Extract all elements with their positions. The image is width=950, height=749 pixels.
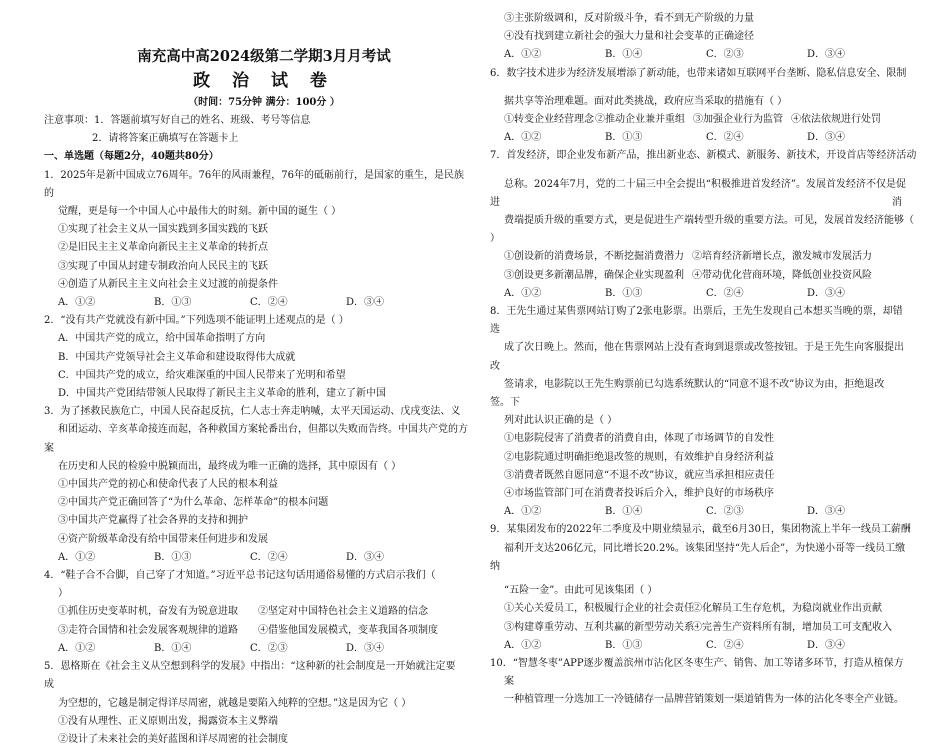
question-stem: 8．王先生通过某售票网站订购了2张电影票。出票后，王先生发现自己本想买当晚的票，却错 [490, 306, 903, 318]
question-stem: 为空想的，它越是制定得详尽周密，就越是要陷入纯粹的空想。”这是因为它（ ） [58, 697, 412, 709]
answer-options [490, 637, 908, 655]
option-c: C．②③ [706, 506, 744, 518]
option-b: B．①③ [154, 551, 192, 563]
statement: ①没有从理性、正义原则出发，揭露资本主义弊端 [58, 715, 278, 727]
option-c: C．②③ [250, 642, 288, 654]
question-3 [44, 403, 484, 567]
option-a: A．①② [504, 639, 542, 651]
answer-options [490, 503, 908, 521]
statement: ④没有找到建立新社会的强大力量和社会变革的正确途径 [504, 31, 754, 43]
option-d: D．③④ [346, 297, 385, 309]
statement-row [490, 111, 908, 129]
option-d: D．③④ [807, 132, 846, 144]
statement: ②化解员工生存危机，为稳岗就业作出贡献 [692, 603, 882, 615]
statement: ①转变企业经营理念 [504, 114, 594, 126]
option-b: B．①③ [605, 639, 643, 651]
question-stem: 成 [44, 679, 54, 691]
question-stem: 纳 [490, 560, 500, 572]
question-stem: ） [490, 233, 500, 245]
stem-fragment: 消 [892, 196, 902, 208]
statement: ③创设更多新潮品牌，确保企业实现盈利 [504, 269, 684, 281]
statement: ②是旧民主主义革命向新民主主义革命的转折点 [58, 242, 268, 254]
question-stem: 签。下 [490, 397, 520, 409]
answer-options [44, 294, 484, 312]
question-stem [490, 194, 908, 212]
question-stem: 总称。2024年7月，党的二十届三中全会提出“积极推进首发经济”。发展首发经济不仅是促 [504, 178, 907, 190]
question-8 [490, 303, 908, 521]
statement: ①电影院侵害了消费者的消费自由，体现了市场调节的自发性 [504, 433, 774, 445]
option-d: D．③④ [807, 506, 846, 518]
option-d: D．③④ [346, 642, 385, 654]
question-10 [490, 655, 908, 710]
right-column [490, 0, 917, 710]
question-stem: 一种植管理一分选加工一冷链储存一品牌营销策划一渠道销售为一体的沾化冬枣全产业链。 [504, 694, 904, 706]
option-a: A．①② [504, 49, 542, 61]
statement: ④借鉴他国发展模式，变革我国各项制度 [258, 624, 438, 636]
option-c: C．②④ [250, 297, 288, 309]
question-stem: 列对此认识正确的是（ ） [504, 415, 618, 427]
answer-options [490, 46, 908, 64]
question-stem: 1．2025年是新中国成立76周年。76年的风雨兼程，76年的砥砺前行，是国家的重生，是民族 [44, 169, 464, 181]
statement: ②设计了未来社会的美好蓝图和详尽周密的社会制度 [58, 733, 288, 745]
option-b: B．①③ [605, 132, 643, 144]
question-stem: 7．首发经济，即企业发布新产品，推出新业态、新模式、新服务、新技术，开设首店等经济活动 [490, 150, 917, 162]
section-heading: 一、单选题（每题2分，40题共80分） [44, 151, 219, 163]
statement-row [490, 619, 908, 637]
statement: ③构建尊重劳动、互利共赢的新型劳动关系 [504, 621, 694, 633]
question-stem: 选 [490, 324, 500, 336]
option-d: D．③④ [807, 639, 846, 651]
question-stem: 6．数字技术进步为经济发展增添了新动能，也带来诸如互联网平台垄断、隐私信息安全、限制 [490, 67, 907, 79]
option-a: A．①② [58, 297, 96, 309]
option-a: A．①② [58, 642, 96, 654]
notice-line-2: 2．请将答案正确填写在答题卡上 [92, 133, 239, 145]
question-1 [44, 167, 484, 313]
question-stem: “五险一金”。由此可见该集团（ ） [504, 585, 658, 597]
option-d: D．③④ [807, 287, 846, 299]
question-stem: 在历史和人民的检验中脱颖而出，最终成为唯一正确的选择，其中原因有（ ） [58, 460, 402, 472]
statement: ④市场监管部门可在消费者投诉后介入，维护良好的市场秩序 [504, 488, 774, 500]
option-c: C．②④ [706, 132, 744, 144]
statement: ③加强企业行为监管 [693, 114, 783, 126]
option-c: C．②④ [250, 551, 288, 563]
question-stem: 案 [44, 442, 54, 454]
option-a: A．①② [504, 287, 542, 299]
question-stem: 案 [504, 676, 514, 688]
option-b: B．①④ [605, 506, 643, 518]
statement-row [490, 248, 908, 266]
question-stem: 据共享等治理难题。面对此类挑战，政府应当采取的措施有（ ） [504, 95, 788, 107]
question-4 [44, 567, 484, 658]
option-a: A．中国共产党的成立，给中国革命指明了方向 [58, 333, 266, 345]
option-b: B．①④ [154, 642, 192, 654]
option-c: C．②④ [706, 287, 744, 299]
question-5-continued [490, 10, 908, 65]
statement: ②推动企业兼并重组 [595, 114, 685, 126]
statement: ①实现了社会主义从一国实践到多国实践的飞跃 [58, 224, 268, 236]
option-b: B．①④ [605, 49, 643, 61]
statement: ③消费者既然自愿同意“不退不改”协议，就应当承担相应责任 [504, 469, 775, 481]
statement-row [490, 267, 908, 285]
option-d: D．③④ [346, 551, 385, 563]
option-d: D．③④ [807, 49, 846, 61]
option-c: C．②③ [706, 49, 744, 61]
option-c: C．②④ [706, 639, 744, 651]
statement-row [44, 622, 484, 640]
question-stem: 福利开支达206亿元，同比增长20.2%。该集团坚持“先人后企”，为快递小哥等一线员工缴 [504, 542, 906, 554]
question-5 [44, 658, 484, 749]
question-7 [490, 147, 917, 303]
statement: ②电影院通过明确拒绝退改签的规则，有效维护自身经济利益 [504, 451, 774, 463]
option-b: B．①③ [154, 297, 192, 309]
question-stem: 签请求，电影院以王先生购票前已勾选系统默认的“同意不退不改”协议为由，拒绝退改 [504, 378, 885, 390]
question-stem: 2．“没有共产党就没有新中国。”下列选项不能证明上述观点的是（ ） [44, 315, 349, 327]
answer-options [44, 640, 484, 658]
time-score: （时间：75分钟 满分：100分 ） [188, 97, 340, 108]
statement: ③实现了中国从封建专制政治向人民民主的飞跃 [58, 260, 268, 272]
statement-row [490, 600, 908, 618]
answer-options [44, 549, 484, 567]
statement-row [44, 603, 484, 621]
question-stem: 4．“鞋子合不合脚，自己穿了才知道。”习近平总书记这句话用通俗易懂的方式启示我们（ [44, 570, 436, 582]
question-9 [490, 521, 911, 654]
option-a: A．①② [504, 506, 542, 518]
statement: ②坚定对中国特色社会主义道路的信念 [258, 606, 428, 618]
statement: ④创造了从新民主主义向社会主义过渡的前提条件 [58, 278, 278, 290]
statement: ①抓住历史变革时机，奋发有为锐意进取 [58, 606, 238, 618]
question-stem: 费端提质升级的重要方式，更是促进生产端转型升级的重要方法。可见，发展首发经济能够（ [504, 215, 914, 227]
statement: ②中国共产党正确回答了“为什么革命、怎样革命”的根本问题 [58, 497, 329, 509]
question-stem: 成了次日晚上。然而，他在售票网站上没有查询到退票或改签按钮。于是王先生向客服提出 [504, 342, 904, 354]
option-d: D．中国共产党团结带领人民取得了新民主主义革命的胜利，建立了新中国 [58, 388, 387, 400]
question-stem: 10．“智慧冬枣”APP逐步覆盖滨州市沾化区冬枣生产、销售、加工等诸多环节，打造从植保方 [490, 657, 904, 669]
statement: ④带动优化营商环境，降低创业投资风险 [692, 269, 872, 281]
statement: ③中国共产党赢得了社会各界的支持和拥护 [58, 515, 248, 527]
question-stem: ） [58, 588, 68, 600]
question-6 [490, 65, 908, 148]
statement: ③走符合国情和社会发展客观规律的道路 [58, 624, 238, 636]
statement: ③主张阶级调和，反对阶级斗争，看不到无产阶级的力量 [504, 13, 754, 24]
question-stem: 9．某集团发布的2022年二季度及中期业绩显示，截至6月30日，集团物流上半年一线员工薪酬 [490, 524, 911, 536]
question-stem: 3．为了拯救民族危亡，中国人民奋起反抗，仁人志士奔走呐喊，太平天国运动、戊戌变法、义 [44, 406, 461, 418]
left-column [44, 0, 484, 749]
statement: ④依法依规进行处罚 [791, 114, 881, 126]
answer-options [490, 285, 908, 303]
question-stem: 改 [490, 360, 500, 372]
stem-fragment: 进 [490, 196, 500, 208]
question-stem: 觉醒，更是每一个中国人心中最伟大的时刻。新中国的诞生（ ） [58, 206, 342, 218]
option-b: B．中国共产党领导社会主义革命和建设取得伟大成就 [58, 351, 296, 363]
question-stem: 的 [44, 187, 54, 199]
option-c: C．中国共产党的成立，给灾难深重的中国人民带来了光明和希望 [58, 369, 346, 381]
statement: ④资产阶级革命没有给中国带来任何进步和发展 [58, 533, 268, 545]
statement: ②培育经济新增长点，激发城市发展活力 [692, 251, 872, 263]
question-stem: 5．恩格斯在《社会主义从空想到科学的发展》中指出：“这种新的社会制度是一开始就注定要 [44, 661, 456, 673]
question-stem: 和团运动、辛亥革命接连而起，各种救国方案轮番出台，但都以失败而告终。中国共产党的方 [58, 424, 468, 436]
answer-options [490, 129, 908, 147]
question-2 [44, 312, 484, 403]
exam-subtitle: 政 治 试 卷 [193, 71, 335, 91]
option-a: A．①② [58, 551, 96, 563]
statement: ①创设新的消费场景，不断挖掘消费潜力 [504, 251, 684, 263]
statement: ①中国共产党的初心和使命代表了人民的根本利益 [58, 479, 278, 491]
statement: ④完善生产资料所有制，增加员工可支配收入 [692, 621, 892, 633]
statement: ①关心关爱员工，积极履行企业的社会责任 [504, 603, 694, 615]
option-b: B．①③ [605, 287, 643, 299]
notice-line-1: 注意事项：1．答题前填写好自己的姓名、班级、考号等信息 [44, 115, 311, 126]
option-a: A．①② [504, 132, 542, 144]
exam-title: 南充高中高2024级第二学期3月月考试 [137, 48, 391, 65]
